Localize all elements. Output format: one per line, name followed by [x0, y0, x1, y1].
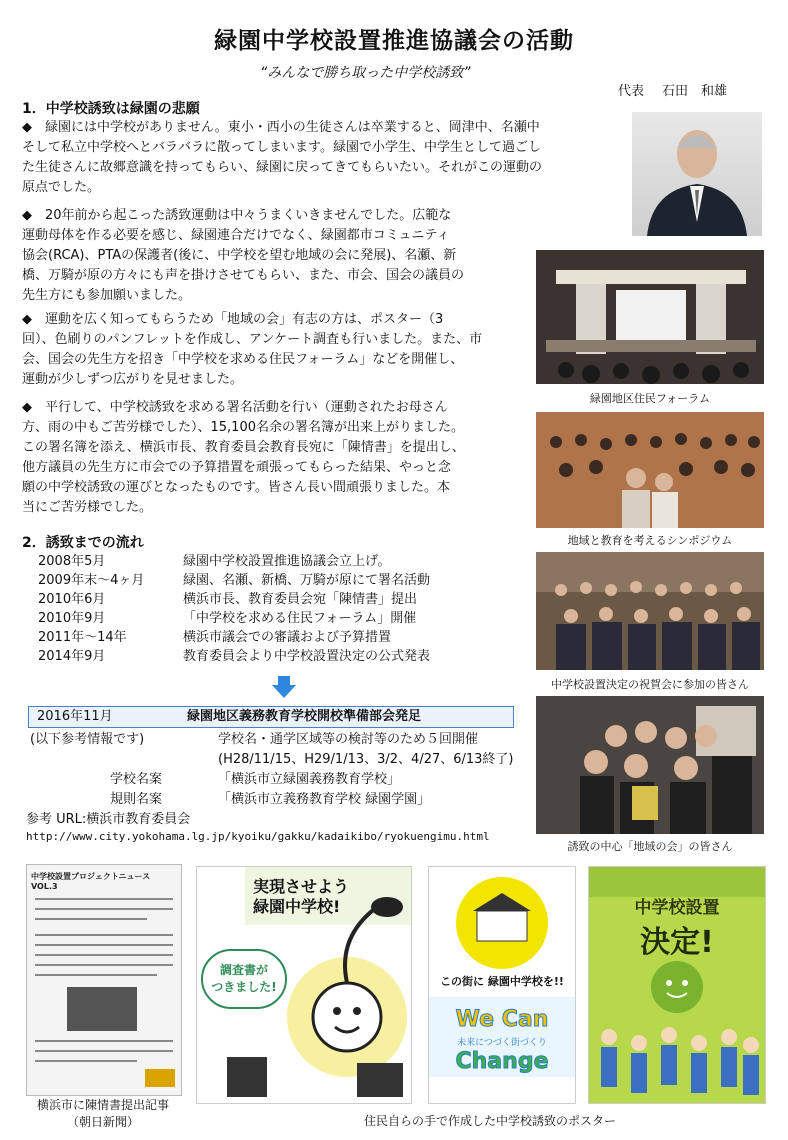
celebration-photo	[536, 552, 764, 670]
author	[618, 80, 745, 99]
timeline-event: 緑園中学校設置推進協議会立上げ。	[183, 554, 391, 569]
reference-intro: (以下参考情報です)	[30, 732, 145, 747]
paragraph-3: ◆ 運動を広く知ってもらうため「地域の会」有志の方は、ポスター（3 回）、色刷りのパンフレットを作成し、アンケート調査も行いました。また、市 会、国会の先生方を招き「中学校を求める住民フォーラム」などを開催し、 運動が少しずつ広がりを見せました。	[22, 312, 483, 387]
representative-photo	[632, 112, 762, 236]
section1-heading: 1．中学校誘致は緑園の悲願	[22, 101, 200, 117]
reference-url-label: 参考 URL:横浜市教育委員会	[26, 812, 191, 827]
forum-photo	[536, 250, 764, 384]
timeline-date: 2010年6月	[38, 592, 106, 607]
highlight-event: 緑園地区義務教育学校開校準備部会発足	[187, 709, 422, 724]
school-name-value: 「横浜市立緑園義務教育学校」	[218, 772, 401, 787]
timeline-date: 2009年末～4ヶ月	[38, 573, 145, 588]
newspaper-clipping	[26, 864, 182, 1096]
poster3-big: 決定!	[640, 925, 714, 960]
symposium-photo	[536, 412, 764, 528]
timeline-row	[38, 628, 391, 647]
page-title: 緑園中学校設置推進協議会の活動	[214, 28, 574, 54]
caption-community: 誘致の中心「地域の会」の皆さん	[567, 840, 733, 853]
poster2-big2: Change	[455, 1049, 549, 1074]
poster1-line1: 実現させよう	[253, 877, 350, 896]
caption-forum: 緑園地区住民フォーラム	[589, 392, 711, 405]
timeline-date: 2010年9月	[38, 611, 106, 626]
timeline-event: 「中学校を求める住民フォーラム」開催	[183, 611, 417, 626]
reference-line-1: 学校名・通学区域等の検討等のため５回開催	[218, 732, 479, 747]
paragraph-1: ◆ 緑園には中学校がありません。東小・西小の生徒さんは卒業すると、岡津中、名瀬中 そして私立中学校へとバラバラに散ってしまいます。緑園で小学生、中学生として過ごし た生徒さんに故郷意識を持ってもらい、緑園に戻ってきてもらいたい。それがこの運動の 原点でした。	[22, 120, 543, 195]
poster1-bubble: 調査書が つきました!	[201, 949, 287, 1009]
school-name-label: 学校名案	[110, 772, 163, 787]
subtitle: “みんなで勝ち取った中学校誘致”	[260, 65, 471, 81]
poster-3	[588, 866, 766, 1104]
newspaper-header: 中学校設置プロジェクトニュース VOL.3	[31, 872, 151, 891]
poster3-top: 中学校設置	[634, 898, 720, 918]
poster2-big1: We Can	[455, 1007, 549, 1032]
down-arrow-icon	[272, 676, 296, 698]
reference-line-2: (H28/11/15、H29/1/13、3/2、4/27、6/13終了)	[218, 752, 514, 767]
caption-newspaper: 横浜市に陳情書提出記事 （朝日新聞）	[36, 1098, 169, 1129]
poster-2	[428, 866, 576, 1104]
timeline-row	[38, 571, 430, 590]
paragraph-4: ◆ 平行して、中学校誘致を求める署名活動を行い（運動されたお母さん 方、雨の中もご苦労様でした）、15,100名余の署名簿が出来上がりました。 この署名簿を添え、横浜市長、教育委員会教育長宛に「陳情書」を提出し、 他方議員の先生方に市会での予算措置を頑張ってもらった結果、やっと念 願の中学校誘致の運びとなったものです。皆さん長い間頑張りました。本 当にご苦労様でした。	[22, 400, 465, 515]
timeline-event: 緑園、名瀬、新橋、万騎が原にて署名活動	[183, 573, 431, 588]
poster2-top: この街に 緑園中学校を!!	[440, 975, 564, 988]
poster2-sub: 未来につづく街づくり	[457, 1038, 547, 1048]
section2-heading: 2．誘致までの流れ	[22, 535, 144, 551]
timeline-event: 横浜市議会での審議および予算措置	[183, 630, 392, 645]
paragraph-2: ◆ 20年前から起こった誘致運動は中々うまくいきませんでした。広範な 運動母体を作る必要を感じ、緑園連合だけでなく、緑園都市コミュニティ 協会(RCA)、PTAの保護者(後に、中学校を望む地域の会に発展)、名瀬、新 橋、万騎が原の方々にも声を掛けさせてもらい、また、市会、国会の議員の 先生方にも参加願いました。	[22, 208, 465, 303]
author-role: 代表	[618, 84, 645, 99]
timeline-row	[38, 609, 416, 628]
timeline-date: 2008年5月	[38, 554, 106, 569]
highlight-date: 2016年11月	[37, 709, 113, 724]
rule-name-label: 規則名案	[110, 792, 163, 807]
caption-posters: 住民自らの手で作成した中学校誘致のポスター	[363, 1114, 616, 1128]
timeline-row	[38, 590, 417, 609]
poster1-line2: 緑園中学校!	[253, 897, 341, 916]
caption-celebration: 中学校設置決定の祝賀会に参加の皆さん	[551, 678, 749, 691]
timeline-date: 2011年～14年	[38, 630, 127, 645]
rule-name-value: 「横浜市立義務教育学校 緑園学園」	[218, 792, 431, 807]
timeline-row	[38, 552, 390, 571]
timeline-event: 教育委員会より中学校設置決定の公式発表	[183, 649, 431, 664]
author-name: 石田 和雄	[662, 84, 728, 99]
caption-symposium: 地域と教育を考えるシンポジウム	[567, 534, 733, 547]
community-photo	[536, 696, 764, 834]
timeline-row	[38, 647, 430, 666]
timeline-date: 2014年9月	[38, 649, 106, 664]
timeline-event: 横浜市長、教育委員会宛「陳情書」提出	[183, 592, 418, 607]
highlight-row	[28, 706, 514, 728]
reference-url-link[interactable]: http://www.city.yokohama.lg.jp/kyoiku/gakku/kadaikibo/ryokuengimu.html	[26, 830, 490, 843]
poster-1	[196, 866, 412, 1104]
